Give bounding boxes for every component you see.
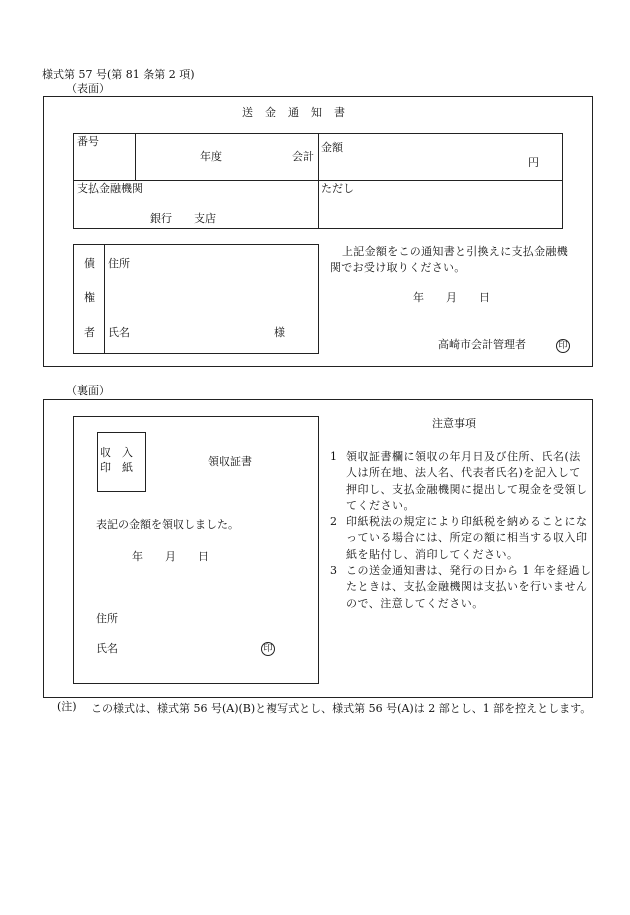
fiscal-year-label: 年度 <box>200 150 222 163</box>
account-label: 会計 <box>292 150 314 163</box>
note-number: 3 <box>330 564 337 578</box>
amount-label: 金額 <box>321 141 343 154</box>
front-date-label: 年 月 日 <box>413 291 490 304</box>
receipt-title: 領収証書 <box>208 455 252 468</box>
note-number: 2 <box>330 515 337 529</box>
creditor-divider <box>104 244 105 354</box>
list-item <box>330 563 592 612</box>
number-label: 番号 <box>77 135 99 148</box>
form-number: 様式第 57 号(第 81 条第 2 項) <box>42 68 195 81</box>
creditor-char: 債 <box>84 257 95 270</box>
honorific: 様 <box>274 326 285 339</box>
footnote-text <box>78 701 596 717</box>
receipt-date-label: 年 月 日 <box>132 550 209 563</box>
bank-suffix: 銀行 支店 <box>150 212 216 225</box>
table-divider <box>318 133 319 229</box>
seal-mark: 印 <box>261 642 275 656</box>
note-number: 1 <box>330 450 337 463</box>
yen-label: 円 <box>528 156 539 169</box>
list-item <box>330 514 592 563</box>
creditor-char: 者 <box>84 326 95 339</box>
note-text: この送金通知書は、発行の日から 1 年を経過したときは、支払金融機関は支払いを行いませんので、注意してください。 <box>346 564 592 610</box>
notes-list <box>330 449 592 612</box>
back-label: （裏面） <box>66 384 110 397</box>
footnote-label: (注) <box>57 700 77 713</box>
front-label: （表面） <box>66 82 110 95</box>
table-divider <box>135 133 136 180</box>
message-line-2: 関でお受け取りください。 <box>330 261 466 274</box>
bank-label: 支払金融機関 <box>77 182 143 195</box>
note-text: 印紙税法の規定により印紙税を納めることになっている場合には、所定の額に相当する収入印紙を貼付し、消印してください。 <box>346 515 588 561</box>
address-label: 住所 <box>108 257 130 270</box>
list-item <box>330 449 592 514</box>
receipt-name-label: 氏名 <box>96 642 118 655</box>
seal-mark: 印 <box>556 339 570 353</box>
receipt-address-label: 住所 <box>96 612 118 625</box>
issuer: 高崎市会計管理者 <box>438 338 526 351</box>
notes-title: 注意事項 <box>432 417 476 430</box>
front-title: 送 金 通 知 書 <box>242 106 346 119</box>
revenue-stamp-line-1: 収 入 <box>100 446 133 459</box>
revenue-stamp-line-2: 印 紙 <box>100 461 133 474</box>
creditor-char: 権 <box>84 291 95 304</box>
proviso-label: ただし <box>321 182 354 195</box>
footnote-body: この様式は、様式第 56 号(A)(B)と複写式とし、様式第 56 号(A)は 2 部とし、1 部を控えとします。 <box>91 702 592 715</box>
receipt-text: 表記の金額を領収しました。 <box>96 518 239 531</box>
note-text: 領収証書欄に領収の年月日及び住所、氏名(法人は所在地、法人名、代表者氏名)を記入して押印し、支払金融機関に提出して現金を受領してください。 <box>346 450 588 512</box>
name-label: 氏名 <box>108 326 130 339</box>
message-line-1: 上記金額をこの通知書と引換えに支払金融機 <box>342 245 568 258</box>
